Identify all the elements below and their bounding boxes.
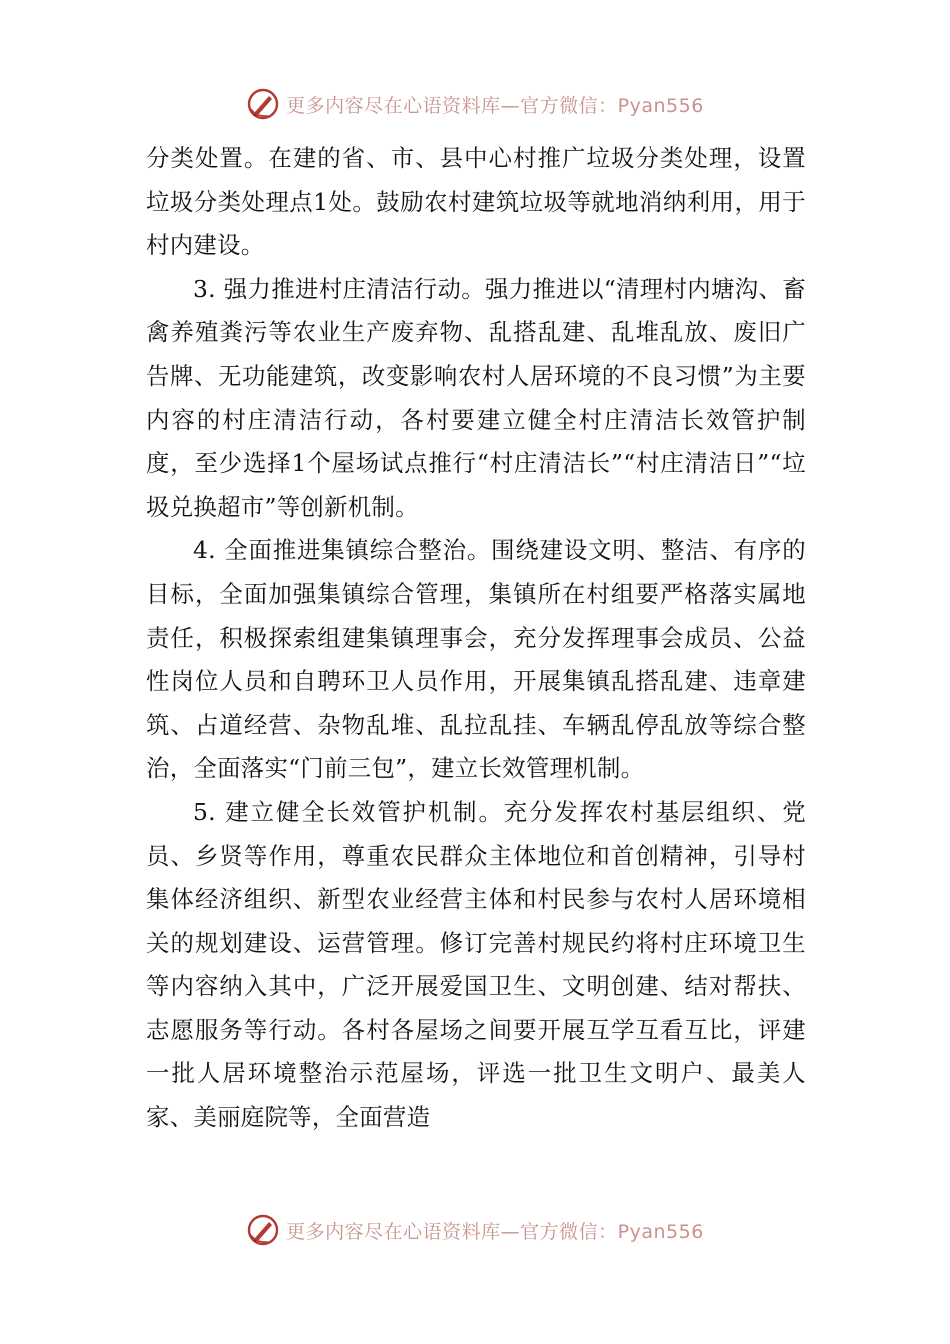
watermark-banner-bottom: [0, 1210, 950, 1250]
watermark-banner-top: [0, 84, 950, 124]
paragraph-4: 5. 建立健全长效管护机制。充分发挥农村基层组织、党员、乡贤等作用，尊重农民群众主体地位和首创精神，引导村集体经济组织、新型农业经营主体和村民参与农村人居环境相关的规划建设、运营管理。修订完善村规民约将村庄环境卫生等内容纳入其中，广泛开展爱国卫生、文明创建、结对帮扶、志愿服务等行动。各村各屋场之间要开展互学互看互比，评建一批人居环境整治示范屋场，评选一批卫生文明户、最美人家、美丽庭院等，全面营造: [146, 797, 806, 1132]
pen-logo-icon: [246, 1213, 280, 1247]
paragraph-2: 3. 强力推进村庄清洁行动。强力推进以“清理村内塘沟、畜禽养殖粪污等农业生产废弃物、乱搭乱建、乱堆乱放、废旧广告牌、无功能建筑，改变影响农村人居环境的不良习惯”为主要内容的村庄清洁行动，各村要建立健全村庄清洁长效管护制度，至少选择1个屋场试点推行“村庄清洁长”“村庄清洁日”“垃圾兑换超市”等创新机制。: [146, 274, 806, 521]
paragraph-3: 4. 全面推进集镇综合整治。围绕建设文明、整洁、有序的目标，全面加强集镇综合管理，集镇所在村组要严格落实属地责任，积极探索组建集镇理事会，充分发挥理事会成员、公益性岗位人员和自聘环卫人员作用，开展集镇乱搭乱建、违章建筑、占道经营、杂物乱堆、乱拉乱挂、车辆乱停乱放等综合整治，全面落实“门前三包”，建立长效管理机制。: [146, 536, 806, 783]
watermark-text: 更多内容尽在心语资料库—官方微信：Pyan556: [286, 94, 704, 117]
document-body: [146, 137, 806, 1140]
pen-logo-icon: [246, 87, 280, 121]
watermark-text: 更多内容尽在心语资料库—官方微信：Pyan556: [286, 1220, 704, 1243]
paragraph-1: 分类处置。在建的省、市、县中心村推广垃圾分类处理，设置垃圾分类处理点1处。鼓励农村建筑垃圾等就地消纳利用，用于村内建设。: [146, 144, 806, 260]
